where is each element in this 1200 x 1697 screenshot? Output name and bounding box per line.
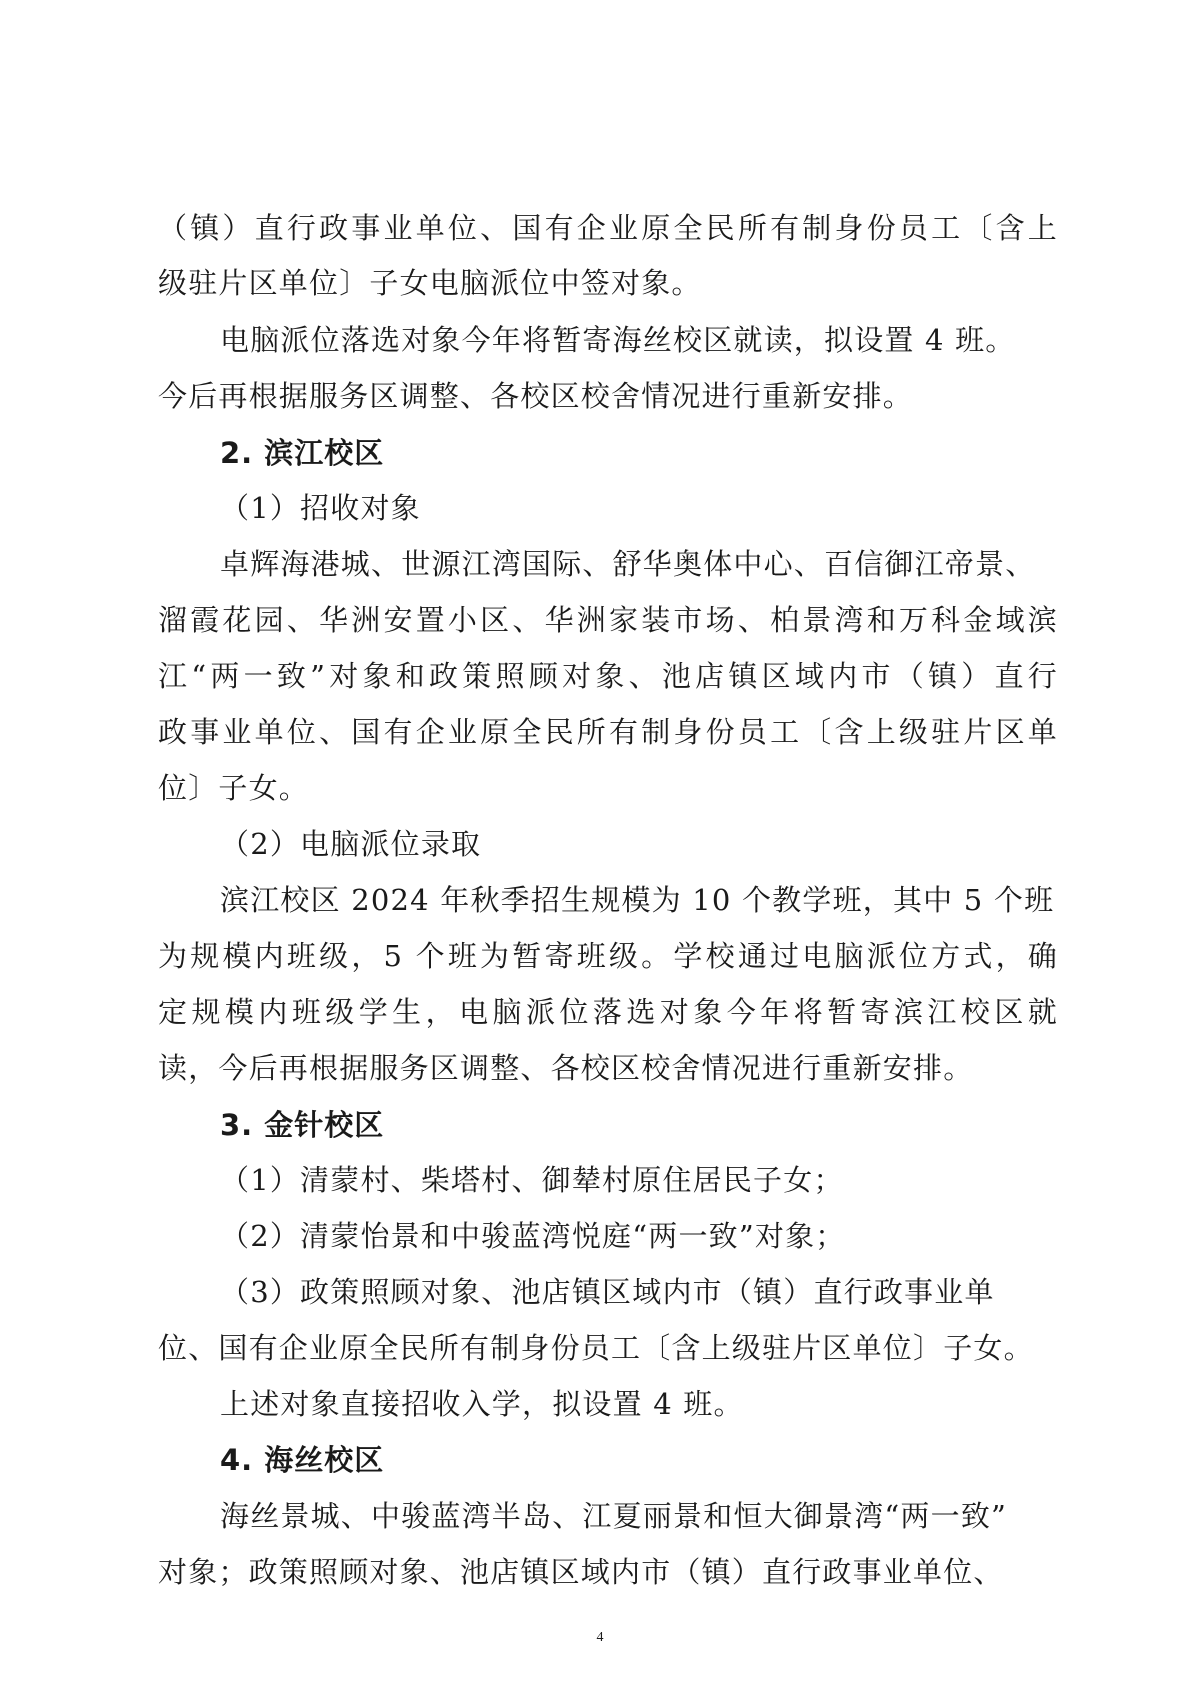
subheading-recruitment-targets: （1）招收对象: [220, 491, 421, 525]
section-heading-haisi: 4. 海丝校区: [220, 1443, 385, 1477]
paragraph-line: 上述对象直接招收入学，拟设置 4 班。: [220, 1387, 744, 1421]
section-heading-binjiang: 2. 滨江校区: [220, 436, 385, 470]
paragraph-line: 定规模内班级学生，电脑派位落选对象今年将暂寄滨江校区就: [158, 995, 1058, 1029]
paragraph-line: 溜霞花园、华洲安置小区、华洲家装市场、柏景湾和万科金域滨: [158, 603, 1058, 637]
paragraph-line: 海丝景城、中骏蓝湾半岛、江夏丽景和恒大御景湾“两一致”: [220, 1499, 1008, 1533]
paragraph-line: 政事业单位、国有企业原全民所有制身份员工〔含上级驻片区单: [158, 715, 1058, 749]
paragraph-line: 对象；政策照顾对象、池店镇区域内市（镇）直行政事业单位、: [158, 1555, 1004, 1589]
paragraph-line: 读，今后再根据服务区调整、各校区校舍情况进行重新安排。: [158, 1051, 974, 1085]
paragraph-line: 江“两一致”对象和政策照顾对象、池店镇区域内市（镇）直行: [158, 659, 1058, 693]
paragraph-line: 位〕子女。: [158, 771, 310, 805]
paragraph-line: 滨江校区 2024 年秋季招生规模为 10 个教学班，其中 5 个班: [220, 883, 1055, 917]
page-number: 4: [596, 1630, 604, 1645]
paragraph-line: （2）清蒙怡景和中骏蓝湾悦庭“两一致”对象；: [220, 1219, 846, 1253]
subheading-computer-lottery: （2）电脑派位录取: [220, 827, 482, 861]
paragraph-line: （1）清蒙村、柴塔村、御辇村原住居民子女；: [220, 1163, 844, 1197]
paragraph-line: 级驻片区单位〕子女电脑派位中签对象。: [158, 266, 702, 300]
paragraph-line: 电脑派位落选对象今年将暂寄海丝校区就读，拟设置 4 班。: [220, 323, 1016, 357]
paragraph-line: 卓辉海港城、世源江湾国际、舒华奥体中心、百信御江帝景、: [220, 547, 1036, 581]
paragraph-line: 为规模内班级，5 个班为暂寄班级。学校通过电脑派位方式，确: [158, 939, 1058, 973]
section-heading-jinzhen: 3. 金针校区: [220, 1108, 385, 1142]
paragraph-line: （3）政策照顾对象、池店镇区域内市（镇）直行政事业单: [220, 1275, 995, 1309]
paragraph-line: 位、国有企业原全民所有制身份员工〔含上级驻片区单位〕子女。: [158, 1331, 1034, 1365]
paragraph-line: （镇）直行政事业单位、国有企业原全民所有制身份员工〔含上: [158, 211, 1058, 245]
paragraph-line: 今后再根据服务区调整、各校区校舍情况进行重新安排。: [158, 379, 914, 413]
